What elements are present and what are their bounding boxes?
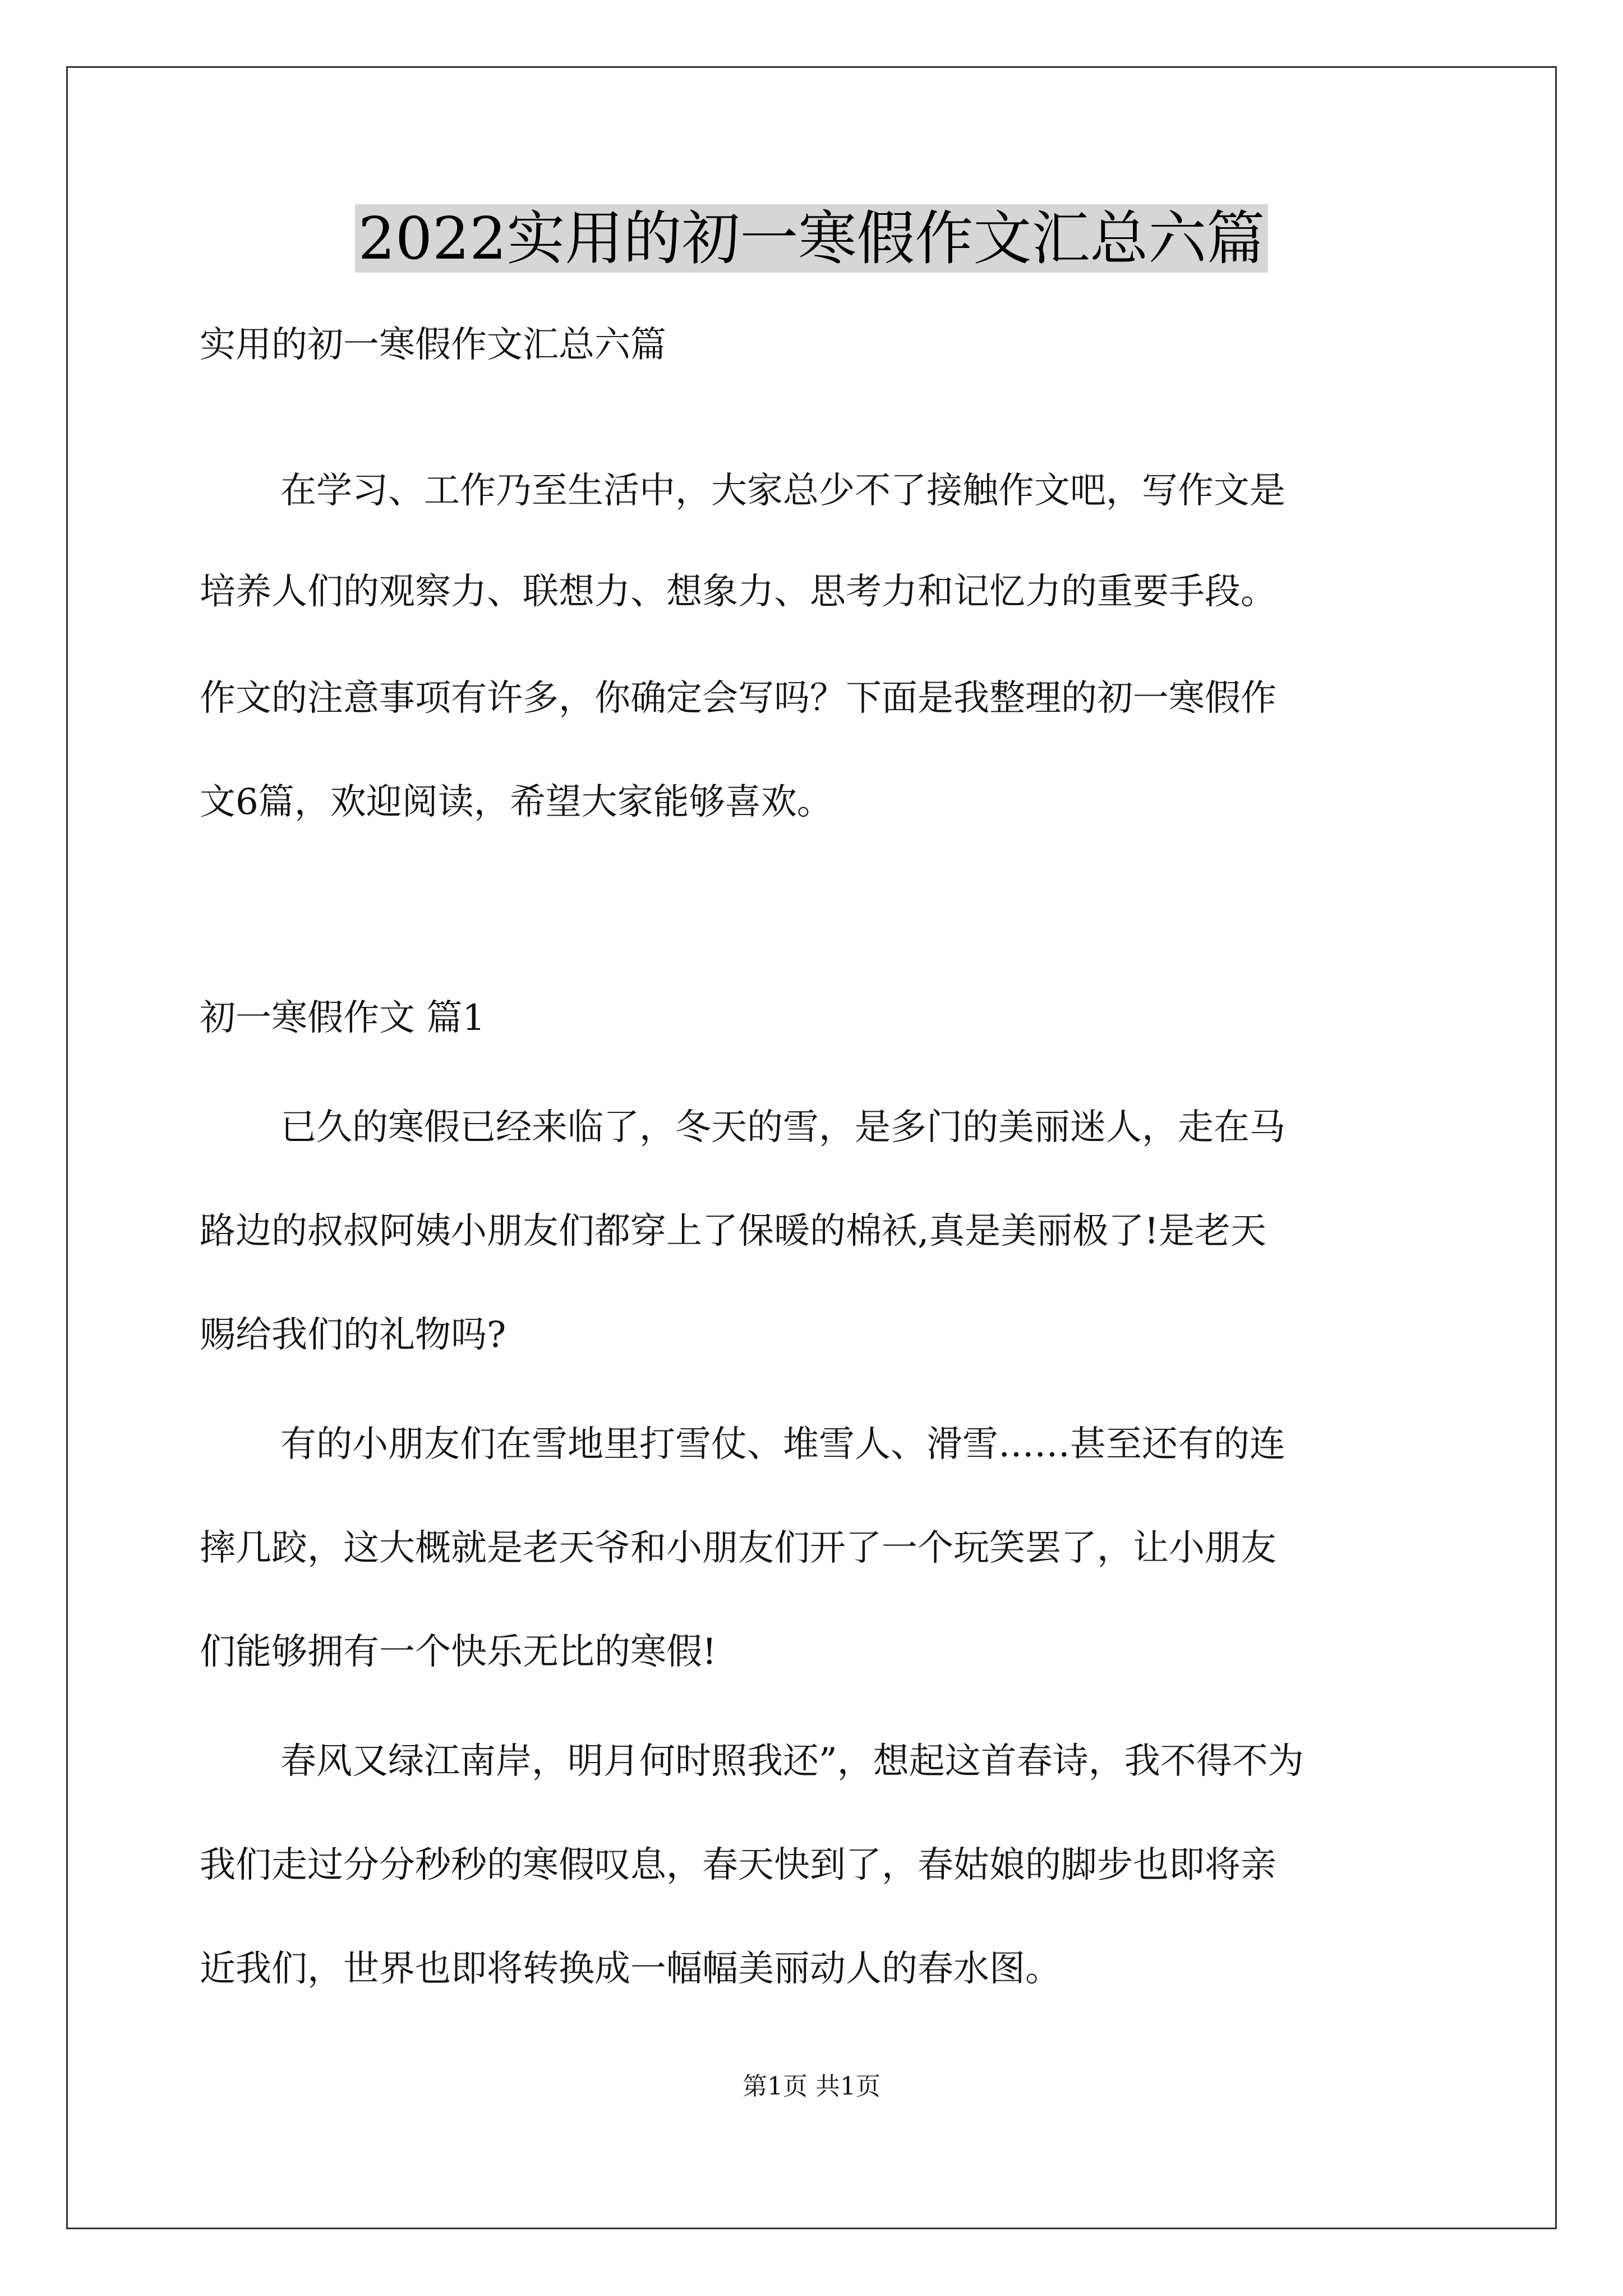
page-footer: 第1页 共1页 [743, 2072, 880, 2101]
para3-line-2: 我们走过分分秒秒的寒假叹息，春天快到了，春姑娘的脚步也即将亲 [200, 1844, 1276, 1886]
para1-line-2: 路边的叔叔阿姨小朋友们都穿上了保暖的棉袄,真是美丽极了!是老天 [200, 1211, 1267, 1252]
section-heading: 初一寒假作文 篇1 [200, 997, 486, 1039]
document-subtitle: 实用的初一寒假作文汇总六篇 [200, 324, 666, 366]
intro-line-1: 在学习、工作乃至生活中，大家总少不了接触作文吧，写作文是 [280, 470, 1285, 512]
para1-line-1: 已久的寒假已经来临了，冬天的雪，是多门的美丽迷人，走在马 [280, 1107, 1285, 1148]
para1-line-3: 赐给我们的礼物吗? [200, 1314, 506, 1356]
intro-line-2: 培养人们的观察力、联想力、想象力、思考力和记忆力的重要手段。 [200, 571, 1276, 613]
document-title: 2022实用的初一寒假作文汇总六篇 [0, 196, 1623, 280]
para2-line-1: 有的小朋友们在雪地里打雪仗、堆雪人、滑雪……甚至还有的连 [280, 1424, 1285, 1465]
para2-line-3: 们能够拥有一个快乐无比的寒假! [200, 1631, 717, 1673]
para2-line-2: 摔几跤，这大概就是老天爷和小朋友们开了一个玩笑罢了，让小朋友 [200, 1527, 1276, 1569]
para3-line-3: 近我们，世界也即将转换成一幅幅美丽动人的春水图。 [200, 1948, 1061, 1990]
intro-line-4: 文6篇，欢迎阅读，希望大家能够喜欢。 [200, 781, 833, 823]
para3-line-1: 春风又绿江南岸，明月何时照我还”，想起这首春诗，我不得不为 [280, 1741, 1304, 1782]
intro-line-3: 作文的注意事项有许多，你确定会写吗？下面是我整理的初一寒假作 [200, 678, 1276, 719]
